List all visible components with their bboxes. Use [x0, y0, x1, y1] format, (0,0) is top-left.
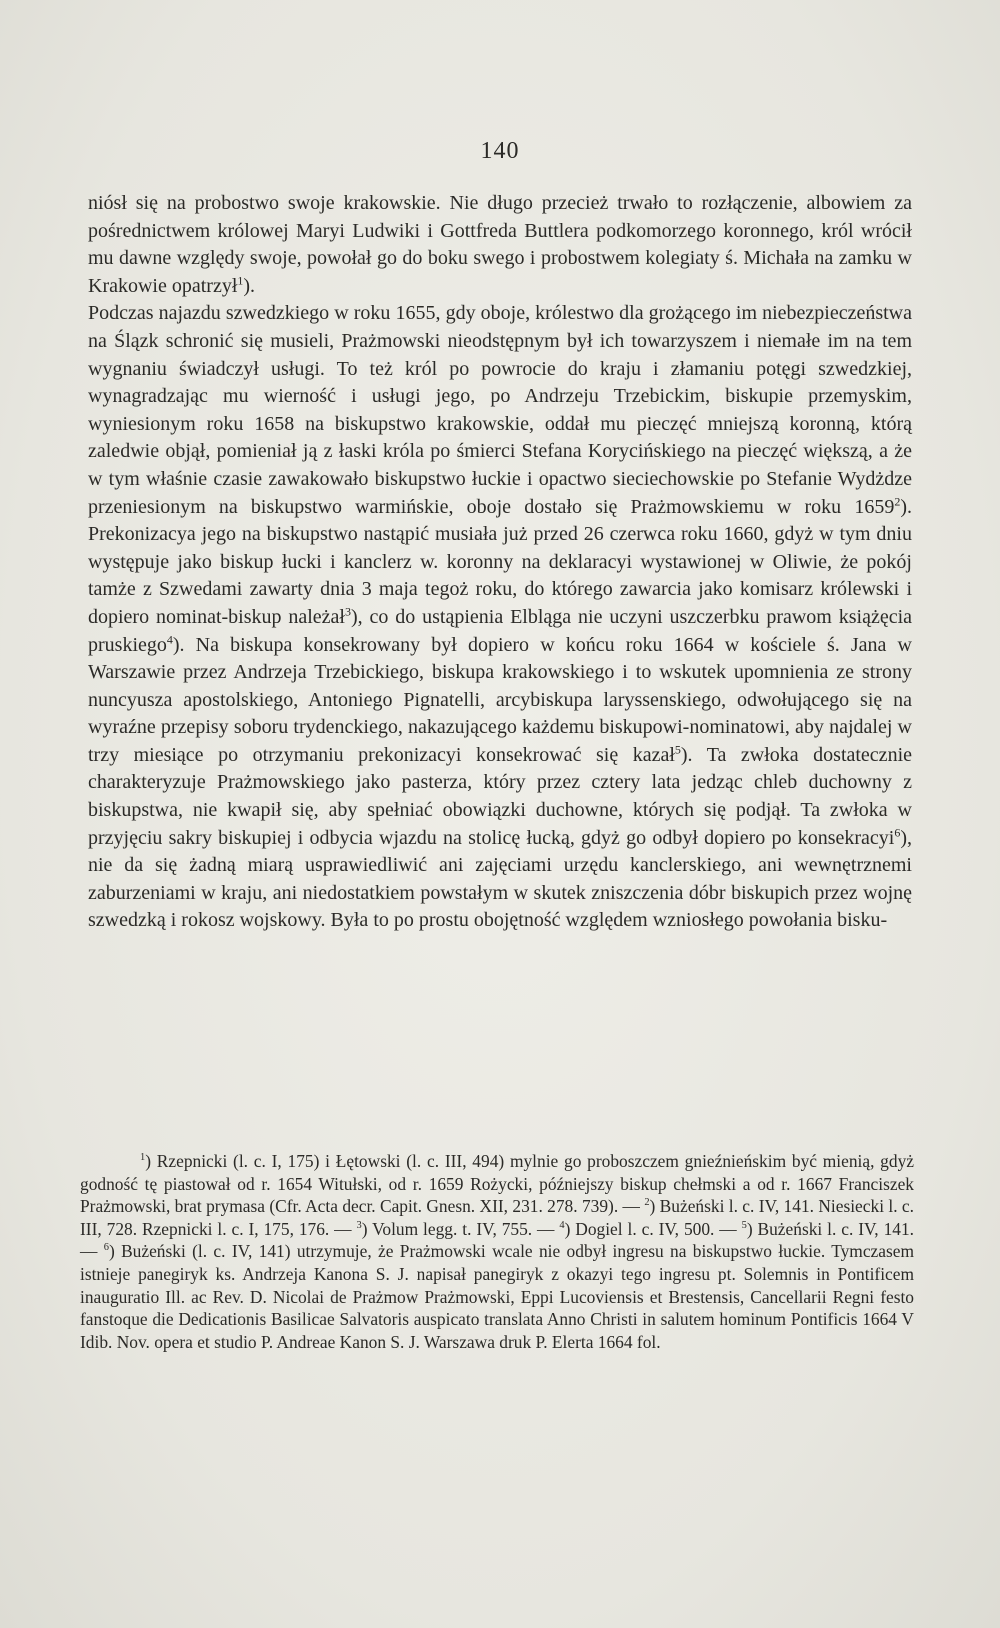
footnote-marker: 6	[103, 1242, 109, 1254]
footnotes	[80, 1150, 914, 1353]
footnote-block: $^1$) Rzepnicki (l. c. I, 175) i Łętowski (l. c. III, 494) mylnie go proboszczem gnieźnieńskim być mienią, gdyż godność tę piastował od r. 1654 Witułski, od r. 1659 Rożycki, późniejszy biskup chełmski a od r. 1667 Franciszek Prażmowski, brat prymasa (Cfr. Acta decr. Capit. Gnesn. XII, 231. 278. 739). — $^2$) Bużeński l. c. IV, 141. Niesiecki l. c. III, 728. Rzepnicki l. c. I, 175, 176. — $^3$) Volum legg. t. IV, 755. — $^4$) Dogiel l. c. IV, 500. — $^5$) Bużeński l. c. IV, 141. — $^6$) Bużeński (l. c. IV, 141) utrzymuje, że Prażmowski wcale nie odbył ingresu na biskupstwo łuckie. Tymczasem istnieje panegiryk ks. Andrzeja Kanona S. J. napisał panegiryk z okazyi tego ingresu pt. Solemnis in Pontificem inauguratio Ill. ac Rev. D. Nicolai de Prażmow Prażmowski, Eppi Lucoviensis et Brestensis, Cancellarii Regni festo fanstoque die Dedicationis Basilicae Salvatoris auspicato translata Anno Christi in salutem hominum Pontificis 1664 V Idib. Nov. opera et studio P. Andreae Kanon S. J. Warszawa druk P. Elerta 1664 fol.	[80, 1151, 915, 1352]
footnote-ref: 2	[894, 493, 901, 508]
footnote-ref: 3	[345, 604, 351, 619]
footnote-marker: 1	[140, 1152, 146, 1164]
main-text	[88, 190, 912, 935]
paragraph: Podczas najazdu szwedzkiego w roku 1655, gdy oboje, królestwo dla grożącego im niebezpieczeństwa na Ślązk schronić się musieli, Prażmowski nieodstępnym był ich towarzyszem i niemałe im na tem wygnaniu świadczył usługi. To też król po powrocie do kraju i złamaniu potęgi szwedzkiej, wynagradzając mu wierność i usługi jego, po Andrzeju Trzebickim, biskupie przemyskim, wyniesionym roku 1658 na biskupstwo krakowskie, oddał mu pieczęć mniejszą koronną, którą zaledwie objął, pomieniał ją z łaski króla po śmierci Stefana Korycińskiego na pieczęć większą, a że w tym właśnie czasie zawakowało biskupstwo łuckie i opactwo sieciechowskie po Stefanie Wydżdze przeniesionym na biskupstwo warmińskie, oboje dostało się Prażmowskiemu w roku 1659$^2$). Prekonizacya jego na biskupstwo nastąpić musiała już przed 26 czerwca roku 1660, gdyż w tym dniu występuje jako biskup łucki i kanclerz w. koronny na deklaracyi wystawionej w Oliwie, że pokój tamże z Szwedami zawarty dnia 3 maja tegoż roku, do którego zawarcia jako komisarz królewski i dopiero nominat-biskup należał$^3$), co do ustąpienia Elbląga nie uczyni uszczerbku prawom książęcia pruskiego$^4$). Na biskupa konsekrowany był dopiero w końcu roku 1664 w kościele ś. Jana w Warszawie przez Andrzeja Trzebickiego, biskupa krakowskiego i to wskutek upomnienia ze strony nuncyusza apostolskiego, Antoniego Pignatelli, arcybiskupa laryssenskiego, odwołującego się na wyraźne przepisy soboru trydenckiego, nakazującego każdemu biskupowi-nominatowi, aby najdalej w trzy miesiące po otrzymaniu prekonizacyi konsekrować się kazał$^5$). Ta zwłoka dostatecznie charakteryzuje Prażmowskiego jako pasterza, który przez cztery lata jedząc chleb duchowny z biskupstwa, nie kwapił się, aby spełniać obowiązki duchowne, których się podjął. Ta zwłoka w przyjęciu sakry biskupiej i odbycia wjazdu na stolicę łucką, gdyż go odbył dopiero po konsekracyi$^6$), nie da się żadną miarą usprawiedliwić ani zajęciami urzędu kanclerskiego, ani wewnętrznemi zaburzeniami w kraju, ani niedostatkiem powstałym w skutek zniszczenia dóbr biskupich przez wojnę szwedzką i rokosz wojskowy. Była to po prostu obojętność względem wzniosłego powołania bisku-	[88, 302, 913, 932]
footnote-marker: 3	[356, 1219, 362, 1231]
footnote-marker: 2	[644, 1197, 650, 1209]
footnote-marker: 5	[741, 1219, 747, 1231]
paragraph: niósł się na probostwo swoje krakowskie. Nie długo przecież trwało to rozłączenie, albowiem za pośrednictwem królowej Maryi Ludwiki i Gottfreda Buttlera podkomorzego koronnego, król wrócił mu dawne względy swoje, powołał go do boku swego i probostwem kolegiaty ś. Michała na zamku w Krakowie opatrzył$^1$).	[88, 192, 912, 297]
footnote-marker: 4	[559, 1219, 565, 1231]
page-number: 140	[480, 138, 520, 164]
footnote-ref: 4	[166, 631, 173, 646]
footnote-ref: 5	[674, 742, 681, 757]
footnote-ref: 6	[894, 825, 901, 839]
footnote-ref: 1	[237, 273, 244, 288]
